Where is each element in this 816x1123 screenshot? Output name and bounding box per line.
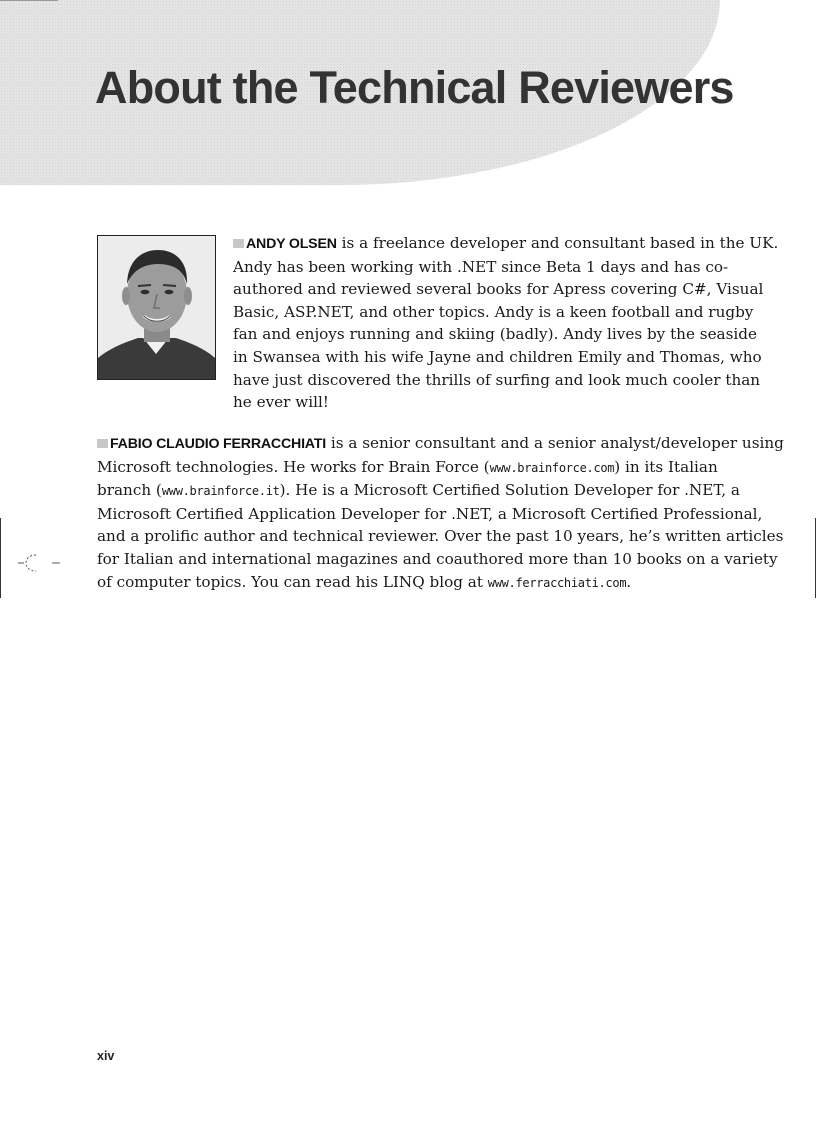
bio-line: Andy has been working with .NET since Beta 1 days and has co- bbox=[233, 257, 729, 276]
bio-line: for Italian and international magazines and coauthored more than 10 books on a variety bbox=[97, 549, 778, 568]
bio-line: in Swansea with his wife Jayne and children Emily and Thomas, who bbox=[233, 347, 762, 366]
bio-line: have just discovered the thrills of surfing and look much cooler than bbox=[233, 370, 761, 389]
bio-text: Microsoft technologies. He works for Brain Force ( bbox=[97, 457, 490, 476]
bio-line: he ever will! bbox=[233, 393, 329, 412]
reviewer-name: FABIO CLAUDIO FERRACCHIATI bbox=[110, 436, 327, 452]
reviewer-bio-fabio-claudio-ferracchiati bbox=[97, 432, 784, 594]
bio-text: . bbox=[626, 572, 632, 591]
bio-text: branch ( bbox=[97, 481, 162, 500]
page-number: xiv bbox=[97, 1049, 115, 1063]
bio-line: Basic, ASP.NET, and other topics. Andy is a keen football and rugby bbox=[233, 302, 754, 321]
bio-line: fan and enjoys running and skiing (badly). Andy lives by the seaside bbox=[233, 325, 757, 344]
page-title: About the Technical Reviewers bbox=[95, 62, 734, 113]
bio-text: is a freelance developer and consultant based in the UK. bbox=[336, 234, 779, 252]
crop-mark-left bbox=[0, 518, 1, 598]
top-rule bbox=[0, 0, 58, 1]
bio-line: Microsoft Certified Application Developer for .NET, a Microsoft Certified Professional, bbox=[97, 504, 763, 523]
bio-text: of computer topics. You can read his LINQ blog at bbox=[97, 572, 488, 591]
bullet-icon bbox=[233, 239, 244, 248]
bio-line bbox=[233, 232, 779, 256]
portrait-photo-icon bbox=[98, 236, 215, 379]
url-brainforce-com: www.brainforce.com bbox=[489, 460, 615, 475]
url-ferracchiati-com: www.ferracchiati.com bbox=[487, 575, 627, 590]
registration-mark-icon bbox=[18, 552, 62, 574]
bio-text: is a senior consultant and a senior analyst/developer using bbox=[326, 434, 784, 452]
bio-text: ) in its Italian bbox=[614, 457, 718, 476]
reviewer-photo bbox=[97, 235, 216, 380]
reviewer-bio-andy-olsen bbox=[233, 232, 779, 414]
bio-line bbox=[97, 432, 784, 456]
bio-line bbox=[97, 456, 722, 480]
reviewer-name: ANDY OLSEN bbox=[246, 236, 337, 252]
bullet-icon bbox=[97, 439, 108, 448]
bio-text: ). He is a Microsoft Certified Solution Developer for .NET, a bbox=[279, 481, 740, 500]
bio-line bbox=[97, 571, 722, 595]
url-brainforce-it: www.brainforce.it bbox=[161, 484, 280, 499]
bio-line: authored and reviewed several books for Apress covering C#, Visual bbox=[233, 280, 764, 299]
bio-line: and a prolific author and technical reviewer. Over the past 10 years, he’s written articles bbox=[97, 527, 784, 546]
bio-line bbox=[97, 479, 740, 503]
